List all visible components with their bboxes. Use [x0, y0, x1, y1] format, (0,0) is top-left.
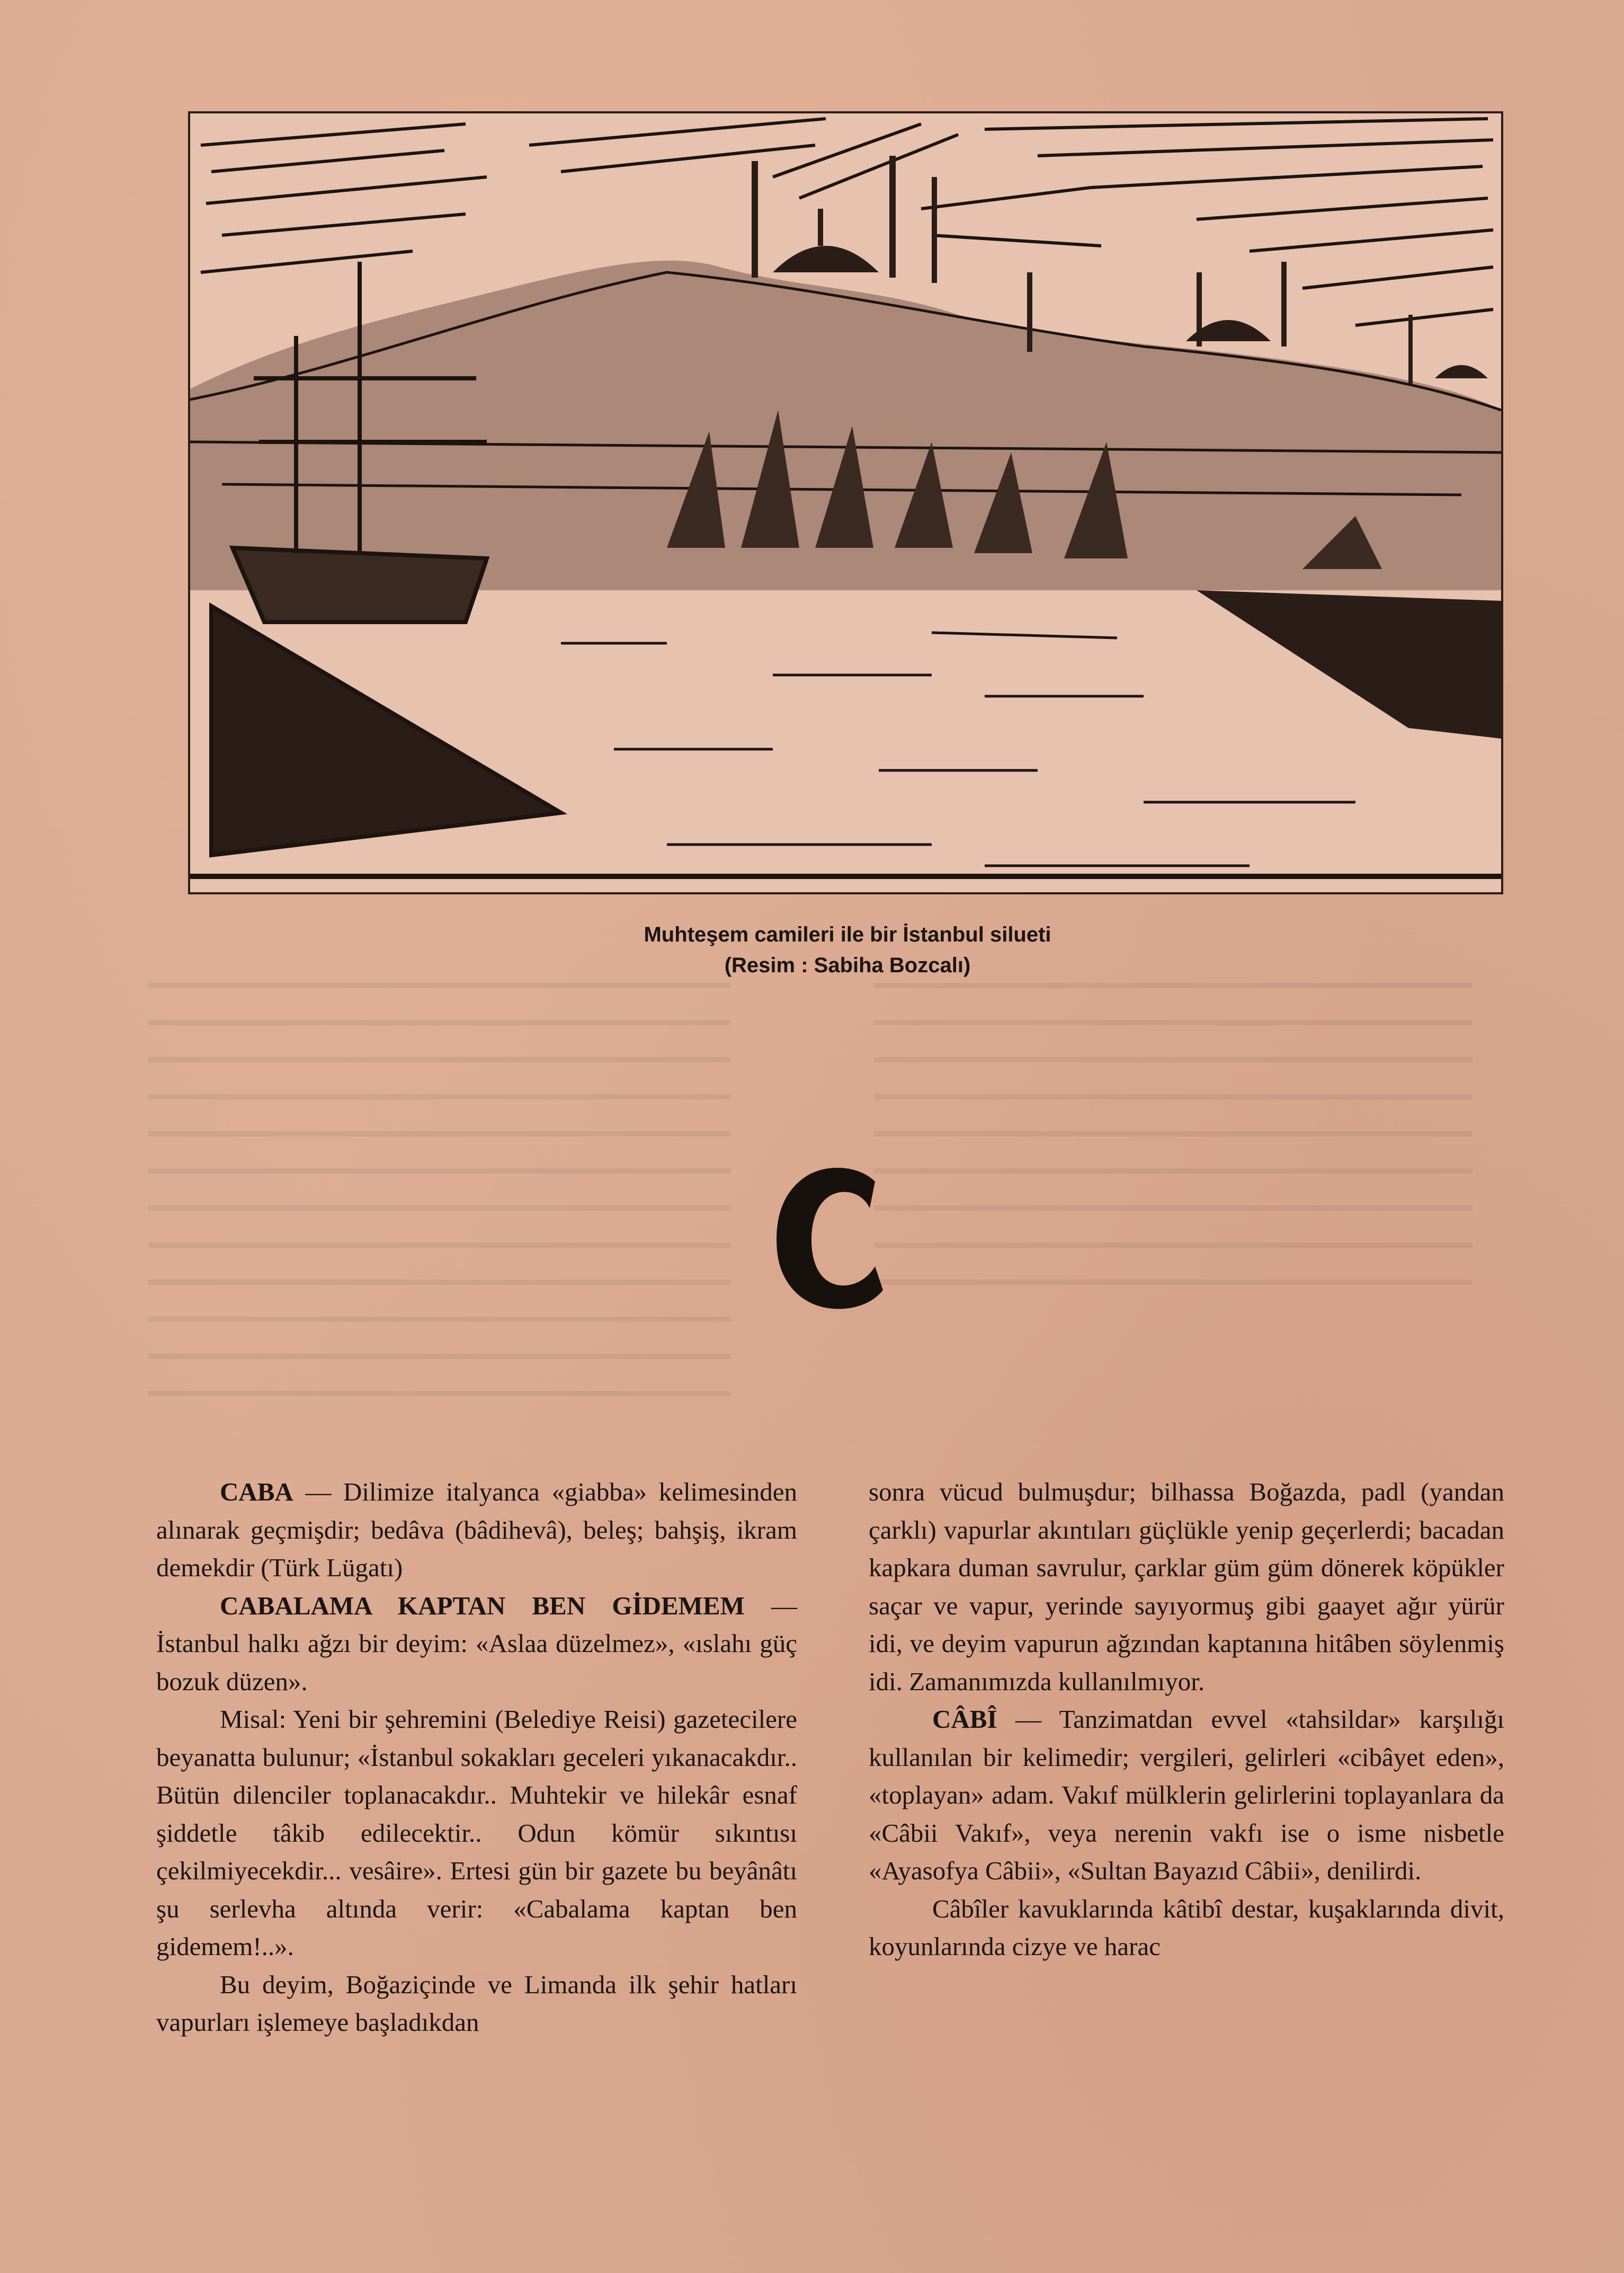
entry-cabi: [869, 1700, 1504, 1890]
entry-cabalama-origin: Bu deyim, Boğaziçinde ve Limanda ilk şehir hatları vapurları işlemeye başladıkdan: [156, 1969, 797, 2037]
entry-cabi-head: CÂBÎ: [932, 1704, 997, 1734]
right-column: [869, 1473, 1504, 1966]
istanbul-skyline-illustration: [188, 111, 1503, 894]
caption-credit: (Resim : Sabiha Bozcalı): [724, 954, 971, 977]
entry-cabalama: [156, 1587, 797, 1701]
entry-cabi-text: — Tanzimatdan evvel «tahsildar» karşılığı kullanılan bir kelimedir; vergileri, gelirleri «cibâyet eden», «toplayan» adam. Vakıf mülklerin gelirlerini toplayanlara da «Câbii Vakıf», veya nerenin vakfı ise o isme nisbetle «Ayasofya Câbii», «Sultan Bayazıd Câbii», denilirdi.: [869, 1704, 1504, 1885]
entry-cabalama-continued: sonra vücud bulmuşdur; bilhassa Boğazda, padl (yandan çarklı) vapurlar akıntıları güçlükle yenip geçerlerdi; bacadan kapkara duman savrulur, çarklar güm güm dönerek köpükler saçar ve vapur, yerinde sayıyormuş gibi gaayet ağır yürür idi, ve deyim vapurun ağzından kaptanına hitâben söylenmiş idi. Zamanımızda kullanılmıyor.: [869, 1477, 1504, 1696]
left-column: [156, 1473, 797, 2041]
caption-title: Muhteşem camileri ile bir İstanbul silueti: [644, 923, 1051, 946]
istanbul-skyline-engraving-icon: [190, 113, 1501, 892]
entry-caba-head: CABA: [220, 1477, 293, 1506]
entry-cabiler: Câbîler kavuklarında kâtibî destar, kuşaklarında divit, koyunlarında cizye ve harac: [869, 1894, 1504, 1961]
entry-caba-text: — Dilimize italyanca «giabba» kelimesinden alınarak geçmişdir; bedâva (bâdihevâ), beleş; bahşiş, ikram demekdir (Türk Lügatı): [156, 1477, 797, 1582]
entry-cabalama-head: CABALAMA KAPTAN BEN GİDEMEM: [220, 1591, 745, 1620]
entry-cabalama-example: Misal: Yeni bir şehremini (Belediye Reisi) gazetecilere beyanatta bulunur; «İstanbul sokakları geceleri yıkanacakdır.. Bütün dilenciler toplanacakdır.. Muhtekir ve hilekâr esnaf şiddetle tâkib edilecektir.. Odun kömür sıkıntısı çekilmiyecekdir... vesâire». Ertesi gün bir gazete bu beyânâtı şu serlevha altında verir: «Cabalama kaptan ben gidemem!..».: [156, 1704, 797, 1961]
entry-cabalama-text: — İstanbul halkı ağzı bir deyim: «Aslaa düzelmez», «ıslahı güç bozuk düzen».: [156, 1591, 797, 1696]
illustration-caption: [456, 919, 1239, 981]
section-drop-cap: [769, 1160, 896, 1314]
entry-caba: [156, 1473, 797, 1587]
drop-cap-letter-icon: [769, 1160, 896, 1314]
